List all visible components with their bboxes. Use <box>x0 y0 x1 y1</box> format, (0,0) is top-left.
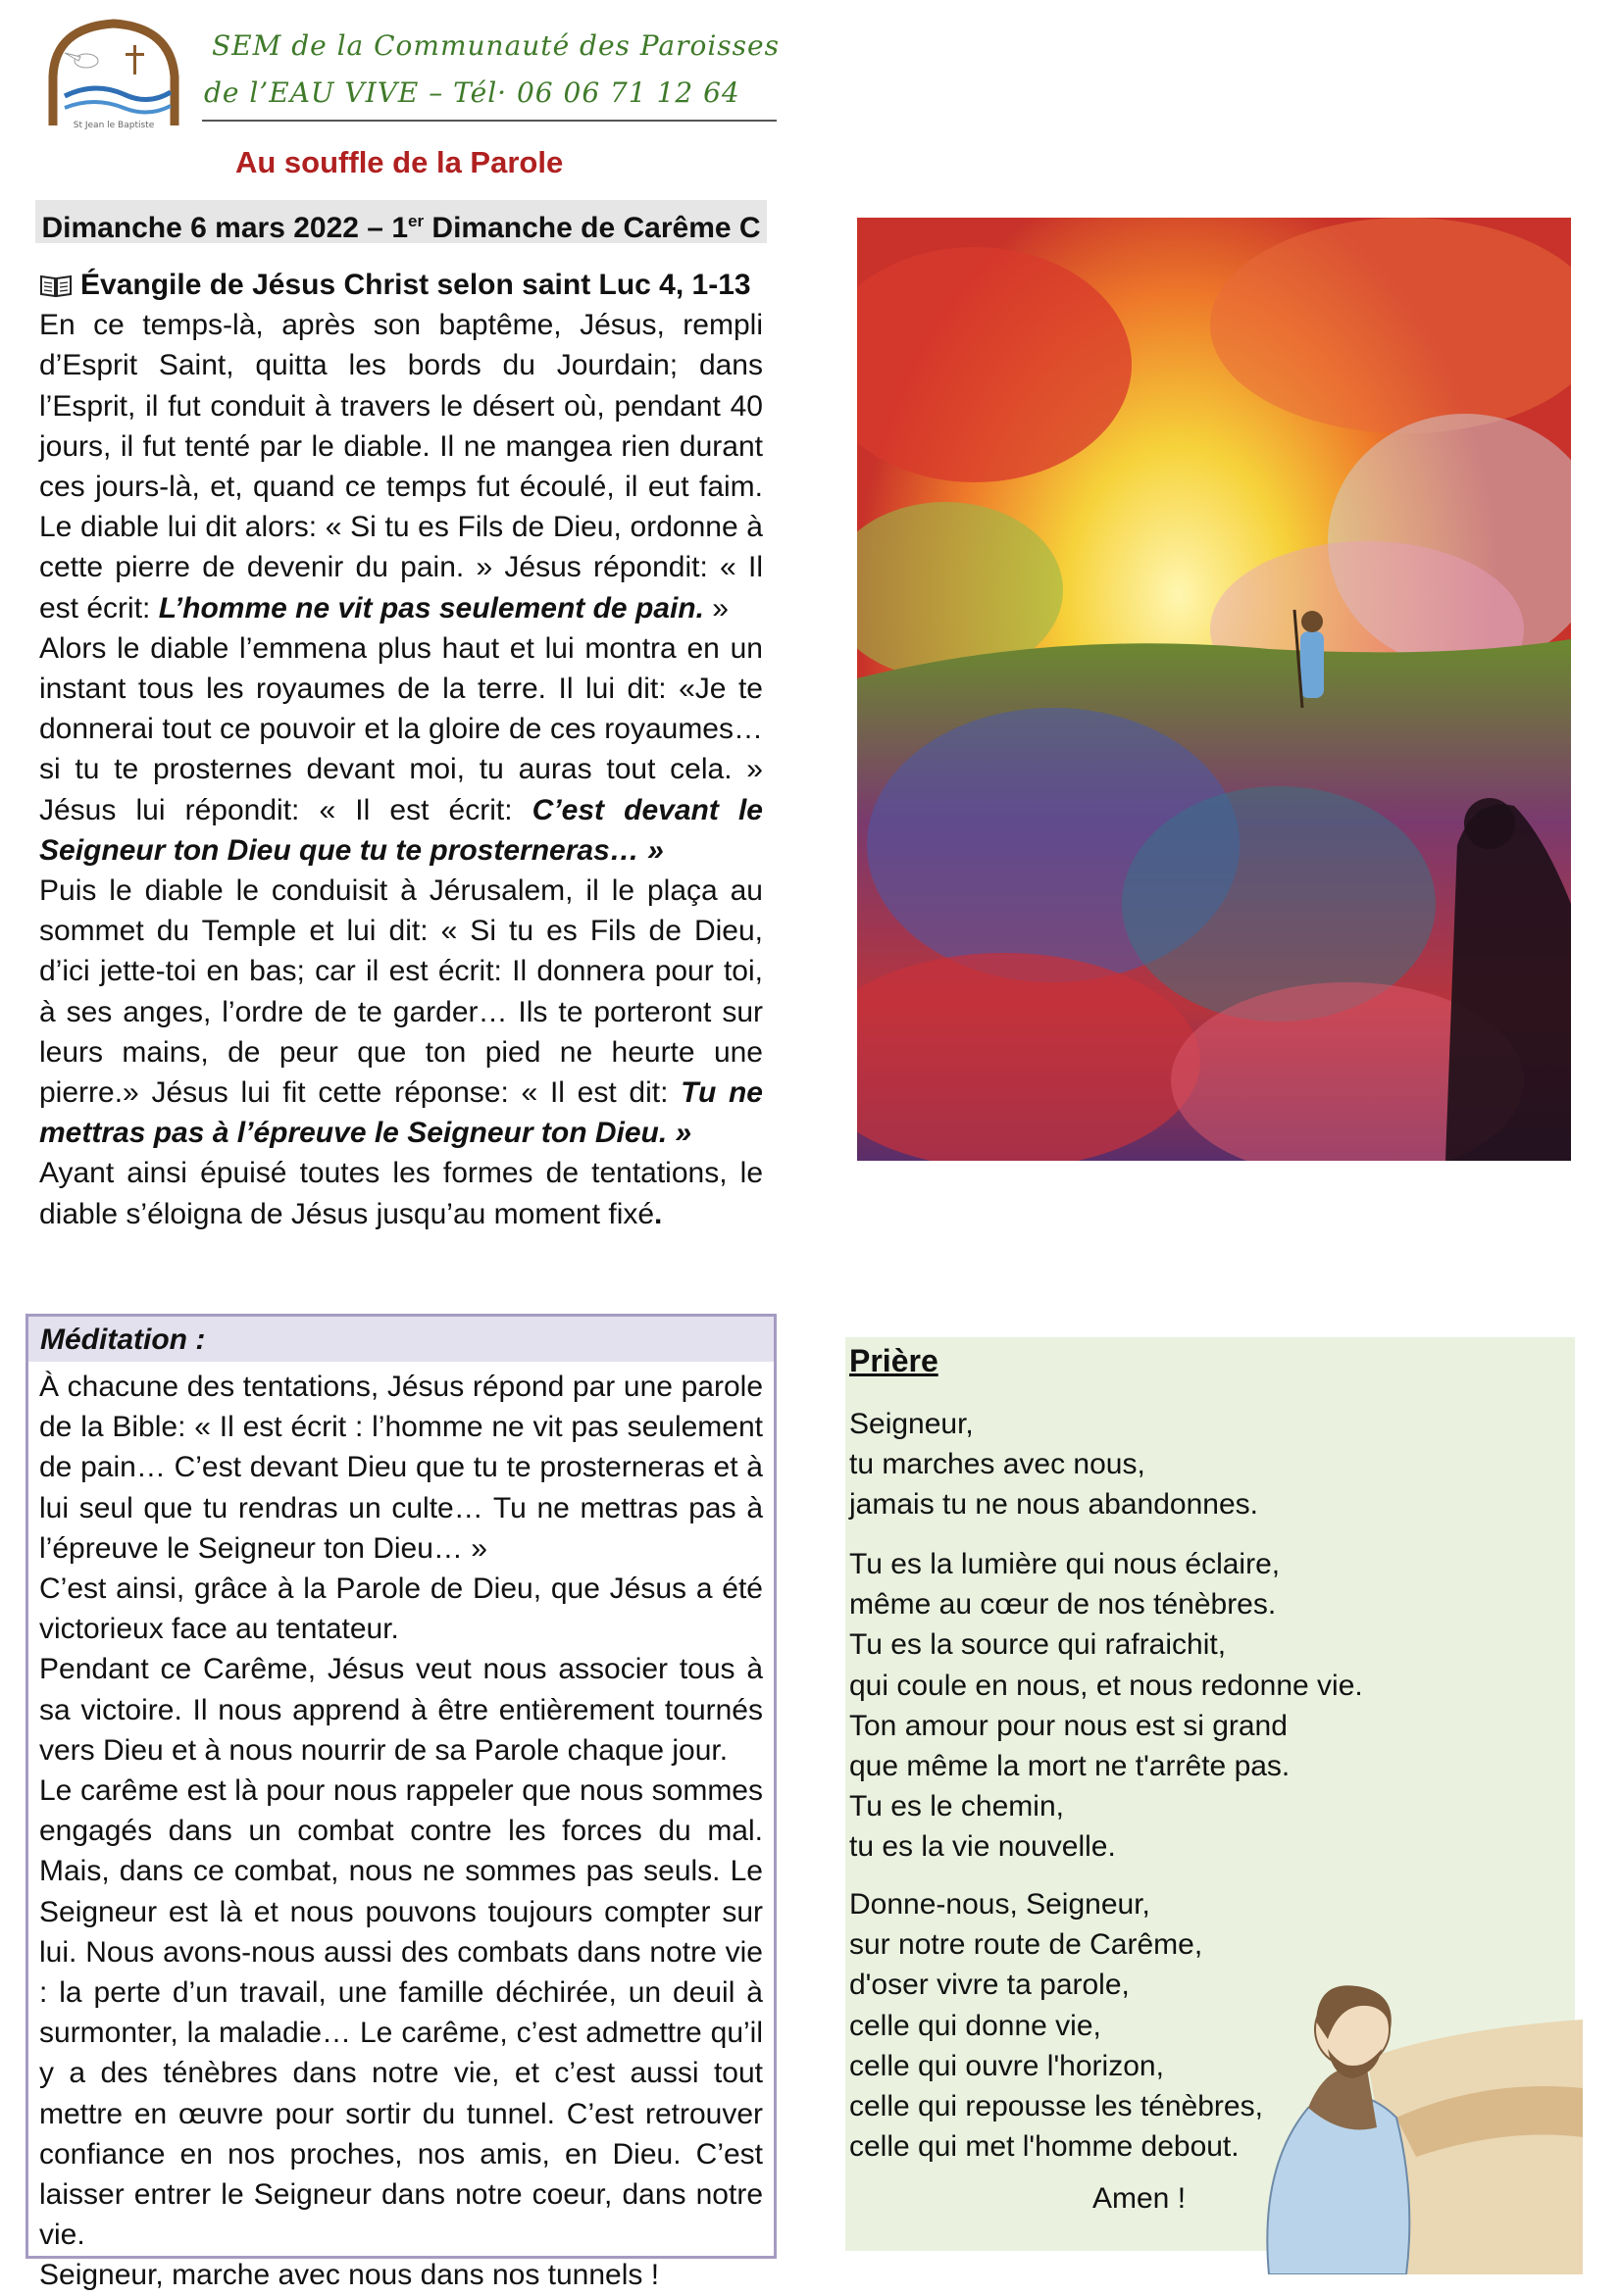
prayer-line: Donne-nous, Seigneur, <box>849 1888 1150 1921</box>
gospel-text: Puis le diable le conduisit à Jérusalem, il le plaça au sommet du Temple et lui dit: « Si tu es Fils de Dieu, d’ici jette-toi en bas; car il est écrit: Il donnera pour toi, à ses anges, l’ordre de te garder… Ils te porteront sur leurs mains, de peur que ton pied ne heurte une pierre.» Jésus lui fit cette réponse: « Il est dit: <box>39 874 763 1110</box>
gospel-heading-row <box>39 265 763 305</box>
gospel-paragraph-2 <box>39 628 763 871</box>
prayer-line: celle qui ouvre l'horizon, <box>849 2049 1164 2082</box>
date-banner <box>35 200 767 243</box>
gospel-section <box>39 265 763 1234</box>
prayer-line: jamais tu ne nous abandonnes. <box>849 1488 1258 1522</box>
prayer-line: que même la mort ne t'arrête pas. <box>849 1750 1291 1783</box>
prayer-line: qui coule en nous, et nous redonne vie. <box>849 1669 1363 1702</box>
gospel-paragraph-4 <box>39 1153 763 1233</box>
gospel-quote: C’est devant le Seigneur ton Dieu que tu te prosterneras… » <box>39 793 763 867</box>
prayer-line: celle qui donne vie, <box>849 2009 1101 2042</box>
gospel-final-period: . <box>654 1197 663 1230</box>
prayer-line: Seigneur, <box>849 1408 974 1440</box>
prayer-line: tu marches avec nous, <box>849 1448 1145 1481</box>
gospel-text: Alors le diable l’emmena plus haut et lui montra en un instant tous les royaumes de la terre. Il lui dit: «Je te donnerai tout ce pouvoir et la gloire de ces royaumes… si tu te prosternes devant moi, tu auras tout cela. » Jésus lui répondit: « Il est écrit: <box>39 631 763 826</box>
prayer-line: Tu es la lumière qui nous éclaire, <box>849 1548 1281 1580</box>
prayer-line: celle qui repousse les ténèbres, <box>849 2090 1263 2123</box>
prayer-line: Ton amour pour nous est si grand <box>849 1709 1288 1742</box>
gospel-heading: Évangile de Jésus Christ selon saint Luc 4, 1-13 <box>80 269 751 301</box>
meditation-paragraph: À chacune des tentations, Jésus répond par une parole de la Bible: « Il est écrit : l’homme ne vit pas seulement de pain… C’est devant Dieu que tu te prosterneras et à lui seul que tu rendras un culte… Tu ne mettras pas à l’épreuve le Seigneur ton Dieu… » <box>39 1371 763 1565</box>
prayer-stanza-3 <box>849 1884 1263 2167</box>
gospel-quote: L’homme ne vit pas seulement de pain. <box>158 591 704 624</box>
prayer-line: Tu es la source qui rafraichit, <box>849 1628 1227 1662</box>
date-rest: Dimanche de Carême C <box>424 212 761 244</box>
prayer-stanza-1 <box>849 1404 1258 1525</box>
prayer-line: Tu es le chemin, <box>849 1790 1064 1823</box>
meditation-body <box>39 1367 763 2296</box>
book-icon <box>39 273 73 298</box>
header-line-1: SEM de la Communauté des Paroisses <box>212 29 780 62</box>
prayer-line: celle qui met l'homme debout. <box>849 2130 1240 2164</box>
jesus-desert-drawing <box>1249 1912 1583 2274</box>
temptation-painting <box>857 218 1571 1161</box>
gospel-text: Ayant ainsi épuisé toutes les formes de tentations, le diable s’éloigna de Jésus jusqu’au moment fixé <box>39 1157 763 1230</box>
header-line-2: de l’EAU VIVE – Tél· 06 06 71 12 64 <box>204 76 740 109</box>
gospel-paragraph-1 <box>39 305 763 628</box>
prayer-line: sur notre route de Carême, <box>849 1928 1203 1962</box>
gospel-text: En ce temps-là, après son baptême, Jésus, rempli d’Esprit Saint, quitta les bords du Jourdain; dans l’Esprit, il fut conduit à travers le désert où, pendant 40 jours, il fut tenté par le diable. Il ne mangea rien durant ces jours-là, et, quand ce temps fut écoulé, il eut faim. Le diable lui dit alors: « Si tu es Fils de Dieu, ordonne à cette pierre de devenir du pain. » Jésus répondit: « Il est écrit: <box>39 309 763 624</box>
svg-text:St Jean le Baptiste: St Jean le Baptiste <box>73 121 155 130</box>
meditation-paragraph: Pendant ce Carême, Jésus veut nous associer tous à sa victoire. Il nous apprend à être entièrement tournés vers Dieu et à nous nourrir de sa Parole chaque jour. <box>39 1653 763 1767</box>
prayer-line: même au cœur de nos ténèbres. <box>849 1588 1277 1622</box>
meditation-paragraph: Le carême est là pour nous rappeler que nous sommes engagés dans un combat contre les forces du mal. Mais, dans ce combat, nous ne sommes pas seuls. Le Seigneur est là et nous pouvons toujours compter sur lui. Nous avons-nous aussi des combats dans notre vie : la perte d’un travail, une famille déchirée, un deuil à surmonter, la maladie… Le carême, c’est admettre qu’il y a des ténèbres dans notre vie, et c’est aussi tout mettre en œuvre pour sortir du tunnel. C’est retrouver confiance en nos proches, nos amis, en Dieu. C’est laisser entrer le Seigneur dans notre coeur, dans notre vie. <box>39 1774 763 2252</box>
meditation-paragraph: C’est ainsi, grâce à la Parole de Dieu, que Jésus a été victorieux face au tentateur. <box>39 1572 763 1646</box>
date-main: Dimanche 6 mars 2022 – 1 <box>41 212 409 244</box>
meditation-paragraph: Seigneur, marche avec nous dans nos tunnels ! <box>39 2259 660 2292</box>
page-title: Au souffle de la Parole <box>235 145 564 179</box>
prayer-line: d'oser vivre ta parole, <box>849 1969 1130 2002</box>
header-divider <box>202 120 777 122</box>
parish-logo-icon <box>35 18 192 133</box>
date-superscript: er <box>408 212 425 230</box>
prayer-title: Prière <box>849 1343 938 1378</box>
prayer-amen: Amen ! <box>1092 2182 1187 2215</box>
gospel-text: » <box>703 591 729 624</box>
gospel-quote: Tu ne mettras pas à l’épreuve le Seigneur ton Dieu. » <box>39 1076 763 1150</box>
prayer-line: tu es la vie nouvelle. <box>849 1830 1116 1864</box>
prayer-stanza-2 <box>849 1544 1363 1868</box>
gospel-paragraph-3 <box>39 871 763 1153</box>
meditation-title: Méditation : <box>28 1317 774 1362</box>
